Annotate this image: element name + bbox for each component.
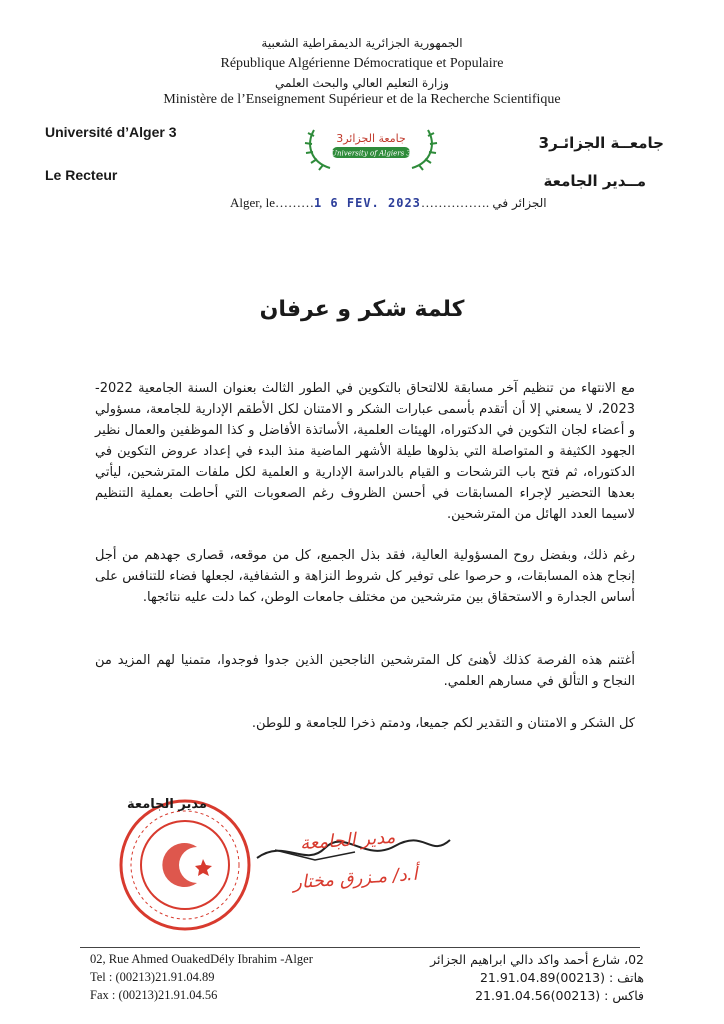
footer-tel-fr: Tel : (00213)21.91.04.89 xyxy=(90,970,215,984)
footer-fax-fr: Fax : (00213)21.91.04.56 xyxy=(90,988,218,1002)
footer-divider xyxy=(80,947,640,948)
laurel-left-icon xyxy=(305,130,330,170)
logo-text-fr: University of Algiers 3 xyxy=(331,149,411,158)
signature-handwritten-name: أ.د/ مـزرق مختار xyxy=(292,863,419,894)
university-logo xyxy=(302,122,440,174)
body-paragraph-3: أغتنم هذه الفرصة كذلك لأهنئ كل المترشحين الناجحين الذين جدوا فوجدوا، متمنيا لهم المزيد من النجاح و التألق في مسارهم العلمي. xyxy=(95,653,635,689)
letterhead-ar-ministry: وزارة التعليم العالي والبحث العلمي xyxy=(275,76,449,90)
laurel-right-icon xyxy=(412,130,437,170)
date-dots: ……………. xyxy=(420,195,490,210)
office-title-ar: مــدير الجامعة xyxy=(543,172,646,190)
university-name-fr: Université d’Alger 3 xyxy=(45,124,177,140)
date-prefix-fr: Alger, le……… xyxy=(230,195,314,210)
signer-title: مدير الجامعة xyxy=(127,797,207,812)
letterhead-fr-ministry: Ministère de l’Enseignement Supérieur et de la Recherche Scientifique xyxy=(163,92,561,107)
signature-handwritten-title: مدير الجامعة xyxy=(299,826,396,855)
letter-title: كلمة شكر و عرفان xyxy=(259,297,465,322)
body-paragraph-4: كل الشكر و الامتنان و التقدير لكم جميعا، ودمتم ذخرا للجامعة و للوطن. xyxy=(251,716,635,731)
office-title-fr: Le Recteur xyxy=(45,167,118,183)
official-seal-icon xyxy=(115,795,255,935)
letterhead-ar-republic: الجمهورية الجزائرية الديمقراطية الشعبية xyxy=(261,36,463,50)
university-name-ar: جامعــة الجزائـر3 xyxy=(538,134,664,152)
footer-address-ar: 02، شارع أحمد واكد دالي ابراهيم الجزائر xyxy=(430,952,644,967)
letterhead-fr-republic: République Algérienne Démocratique et Populaire xyxy=(220,56,504,71)
footer-address-fr: 02, Rue Ahmed OuakedDély Ibrahim -Alger xyxy=(90,952,313,966)
logo-text-ar: جامعة الجزائر3 xyxy=(336,132,406,145)
footer-tel-ar: هاتف : (00213)21.91.04.89 xyxy=(479,970,644,985)
date-stamp: 1 6 FEV. 2023 xyxy=(313,196,421,210)
body-paragraph-1: مع الانتهاء من تنظيم آخر مسابقة للالتحاق بالتكوين في الطور الثالث بعنوان السنة الجامعية 2022-2023، لا يسعني إلا أن أتقدم بأسمى عبارات الشكر و الامتنان لكل الأطقم الإدارية للجامعة، مسؤولي و أعضاء لجان التكوين في الدكتوراه، الهيئات العلمية، الأساتذة الأفاضل و كذا الموظفين والعمال نظير الجهود الكثيفة و المتواصلة التي بذلوها طيلة الأشهر الماضية منذ البدء في إعداد عروض التكوين في الدكتوراه، ثم فتح باب الترشحات و القيام بالدراسة الإدارية و العلمية لكل ملفات المترشحين، ليأتي بعدها التحضير لإجراء المسابقات في أحسن الظروف رغم الصعوبات التي أحاطت بعملية التنظيم لاسيما العدد الهائل من المترشحين. xyxy=(95,381,635,522)
body-paragraph-2: رغم ذلك، وبفضل روح المسؤولية العالية، فقد بذل الجميع، كل من موقعه، قصارى جهدهم من أجل إنجاح هذه المسابقات، و حرصوا على توفير كل شروط النزاهة و الشفافية، لجعلها فضاء للتنافس على أساس الجدارة و الاستحقاق بين مترشحين من مختلف جامعات الوطن، كما دلت عليه نتائجها. xyxy=(95,548,635,605)
date-line xyxy=(230,195,547,211)
date-suffix-ar: الجزائر في xyxy=(492,196,547,210)
footer-fax-ar: فاكس : (00213)21.91.04.56 xyxy=(475,988,644,1003)
